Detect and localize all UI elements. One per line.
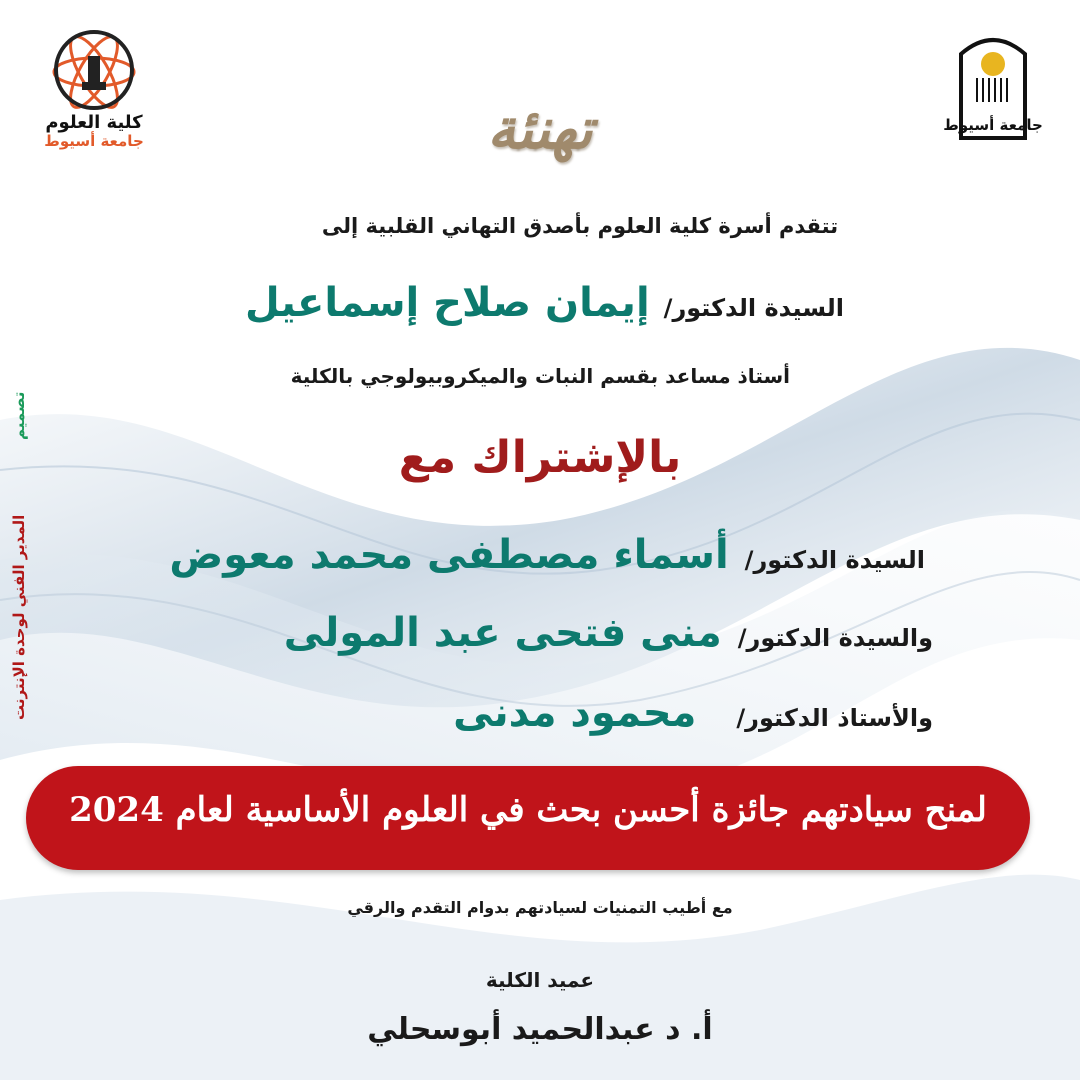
award-text: لمنح سيادتهم جائزة أحسن بحث في العلوم الأساسية لعام 2024 xyxy=(69,790,987,830)
honoree-position: أستاذ مساعد بقسم النبات والميكروبيولوجي بالكلية xyxy=(290,364,790,388)
coauthor-title: والأستاذ الدكتور/ xyxy=(736,704,933,732)
coauthor-name: محمود مدنى xyxy=(453,690,697,736)
coauthor-line xyxy=(0,690,933,736)
honoree-line xyxy=(0,280,844,326)
designer-name: المدير الفني لوحدة الإنترنت xyxy=(10,514,28,720)
svg-text:جامعة أسيوط: جامعة أسيوط xyxy=(943,116,1043,134)
svg-text:جامعة أسيوط: جامعة أسيوط xyxy=(44,132,144,150)
coauthor-name: منى فتحى عبد المولى xyxy=(283,610,722,656)
congratulations-calligraphy: تهنئة xyxy=(487,96,593,162)
svg-text:كلية العلوم: كلية العلوم xyxy=(45,112,143,133)
faculty-of-science-logo xyxy=(44,30,144,150)
assiut-university-logo xyxy=(943,34,1043,142)
intro-text: تتقدم أسرة كلية العلوم بأصدق التهاني القلبية إلى xyxy=(321,214,839,238)
coauthor-line xyxy=(0,532,925,578)
dean-name: أ. د عبدالحميد أبوسحلي xyxy=(367,1012,713,1047)
coauthor-line xyxy=(0,610,933,656)
award-banner xyxy=(26,766,1030,870)
design-credit xyxy=(10,370,40,720)
honoree-title: السيدة الدكتور/ xyxy=(663,294,844,322)
coauthor-title: السيدة الدكتور/ xyxy=(744,546,925,574)
coauthor-name: أسماء مصطفى محمد معوض xyxy=(169,532,729,578)
dean-title: عميد الكلية xyxy=(485,968,595,992)
design-label: تصميم xyxy=(10,391,28,440)
wishes-text: مع أطيب التمنيات لسيادتهم بدوام التقدم والرقي xyxy=(347,898,733,917)
honoree-name: إيمان صلاح إسماعيل xyxy=(245,280,650,326)
coauthor-title: والسيدة الدكتور/ xyxy=(737,624,933,652)
joint-label: بالإشتراك مع xyxy=(398,432,682,483)
